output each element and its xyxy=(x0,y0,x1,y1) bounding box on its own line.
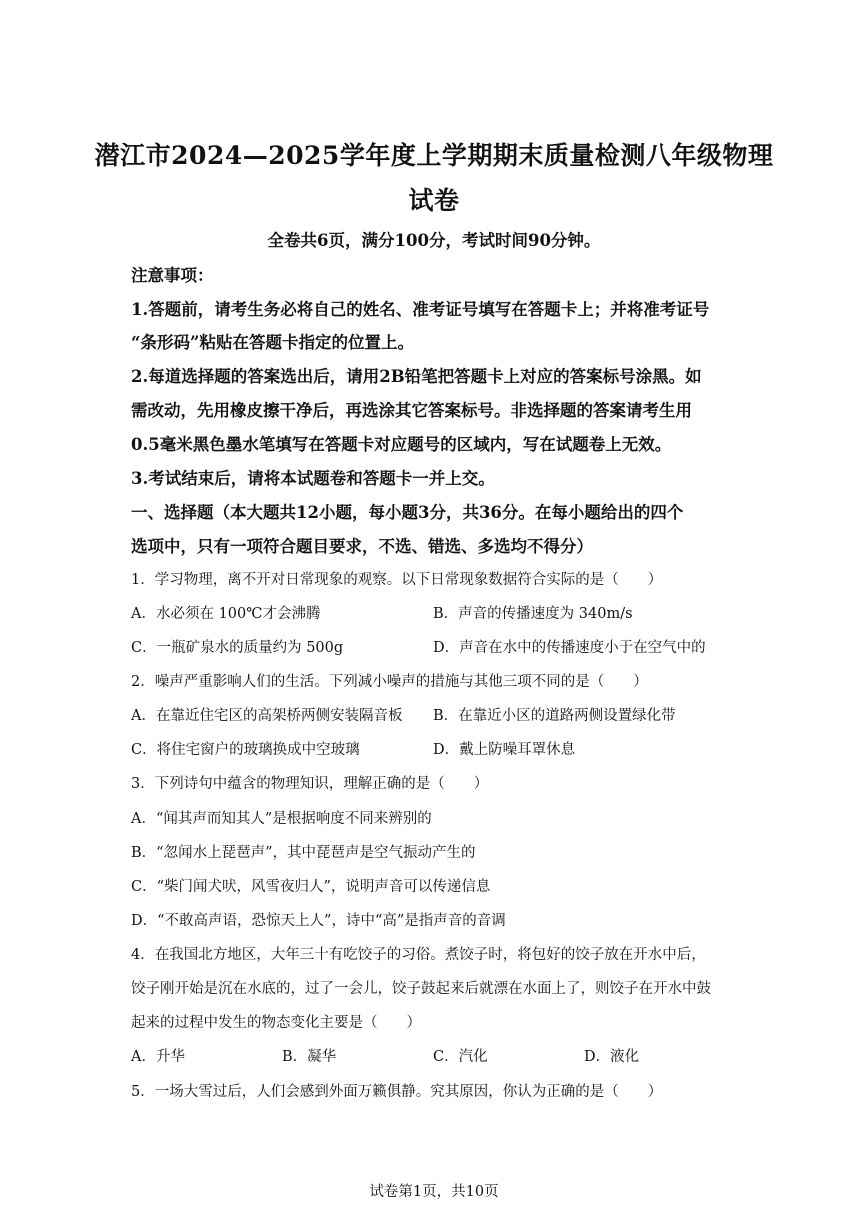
section-heading-line2: 选项中，只有一项符合题目要求，不选、错选、多选均不得分） xyxy=(131,537,593,556)
note-line-6: 3.考试结束后，请将本试题卷和答题卡一并上交。 xyxy=(131,469,495,488)
question-2-option-a: A．在靠近住宅区的高架桥两侧安装隔音板 xyxy=(131,708,403,724)
exam-subtitle: 全卷共6页，满分100分，考试时间90分钟。 xyxy=(267,231,601,250)
question-4-option-b: B．凝华 xyxy=(282,1049,337,1065)
question-3-option-c: C．“柴门闻犬吠，风雪夜归人”，说明声音可以传递信息 xyxy=(131,879,491,895)
question-1-stem: 1．学习物理，离不开对日常现象的观察。以下日常现象数据符合实际的是（ ） xyxy=(131,572,663,588)
question-5-stem: 5．一场大雪过后，人们会感到外面万籁俱静。究其原因，你认为正确的是（ ） xyxy=(131,1084,663,1100)
question-4-stem-line3: 起来的过程中发生的物态变化主要是（ ） xyxy=(131,1015,421,1031)
note-line-1: 1.答题前，请考生务必将自己的姓名、准考证号填写在答题卡上；并将准考证号 xyxy=(131,300,710,319)
question-4-stem-line1: 4．在我国北方地区，大年三十有吃饺子的习俗。煮饺子时，将包好的饺子放在开水中后， xyxy=(131,947,706,963)
page-footer: 试卷第1页，共10页 xyxy=(369,1184,499,1200)
note-line-3: 2.每道选择题的答案选出后，请用2B铅笔把答题卡上对应的答案标号涂黑。如 xyxy=(131,367,702,386)
question-4-option-c: C．汽化 xyxy=(433,1049,488,1065)
question-4-option-a: A．升华 xyxy=(131,1049,185,1065)
question-4-stem-line2: 饺子刚开始是沉在水底的，过了一会儿，饺子鼓起来后就漂在水面上了，则饺子在开水中鼓 xyxy=(131,981,711,997)
question-3-option-d: D．“不敢高声语，恐惊天上人”，诗中“高”是指声音的音调 xyxy=(131,913,506,929)
question-1-option-a: A．水必须在 100℃才会沸腾 xyxy=(131,606,321,622)
question-2-option-b: B．在靠近小区的道路两侧设置绿化带 xyxy=(433,708,676,724)
exam-title-line1: 潜江市2024—2025学年度上学期期末质量检测八年级物理 xyxy=(94,141,774,170)
question-2-option-c: C．将住宅窗户的玻璃换成中空玻璃 xyxy=(131,742,360,758)
question-2-stem: 2．噪声严重影响人们的生活。下列减小噪声的措施与其他三项不同的是（ ） xyxy=(131,674,648,690)
question-4-option-d: D．液化 xyxy=(584,1049,640,1065)
section-heading-line1: 一、选择题（本大题共12小题，每小题3分，共36分。在每小题给出的四个 xyxy=(131,503,684,522)
question-1-option-d: D．声音在水中的传播速度小于在空气中的 xyxy=(433,640,706,656)
question-3-option-b: B．“忽闻水上琵琶声”，其中琵琶声是空气振动产生的 xyxy=(131,845,476,861)
notes-heading: 注意事项： xyxy=(131,266,214,285)
question-2-option-d: D．戴上防噪耳罩休息 xyxy=(433,742,576,758)
note-line-2: “条形码”粘贴在答题卡指定的位置上。 xyxy=(131,333,414,352)
question-1-option-b: B．声音的传播速度为 340m/s xyxy=(433,606,633,622)
question-3-option-a: A．“闻其声而知其人”是根据响度不同来辨别的 xyxy=(131,811,432,827)
question-1-option-c: C．一瓶矿泉水的质量约为 500g xyxy=(131,640,344,656)
exam-title-line2: 试卷 xyxy=(408,186,460,215)
note-line-4: 需改动，先用橡皮擦干净后，再选涂其它答案标号。非选择题的答案请考生用 xyxy=(131,401,692,420)
question-3-stem: 3．下列诗句中蕴含的物理知识，理解正确的是（ ） xyxy=(131,776,489,792)
note-line-5: 0.5毫米黑色墨水笔填写在答题卡对应题号的区域内，写在试题卷上无效。 xyxy=(131,435,672,454)
